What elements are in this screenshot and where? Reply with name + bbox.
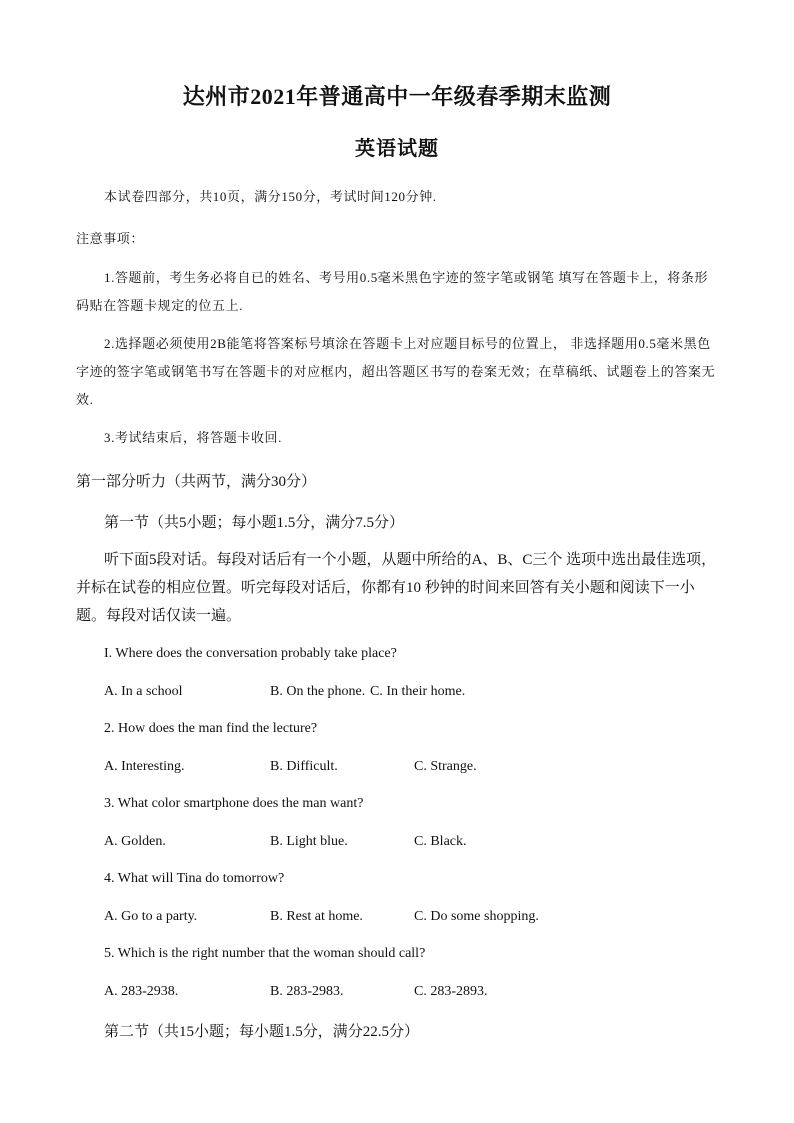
exam-subtitle: 英语试题 [355, 138, 439, 160]
section1-instructions: 听下面5段对话。每段对话后有一个小题，从题中所给的A、B、C三个 选项中选出最佳选项，并标在试卷的相应位置。听完每段对话后，你都有10 秒钟的时间来回答有关小题和阅读下一小题。每段对话仅读一遍。 [76, 552, 717, 624]
question-5-option-c: C. 283-2893. [414, 984, 488, 999]
question-2-option-c: C. Strange. [414, 759, 477, 774]
question-1-stem: I. Where does the conversation probably take place? [104, 646, 397, 661]
notice-item-1: 1.答题前，考生务必将自已的姓名、考号用0.5毫米黑色字迹的签字笔或钢笔 填写在答题卡上，将条形码贴在答题卡规定的位五上. [76, 270, 709, 313]
section2-heading: 第二节（共15小题；每小题1.5分，满分22.5分） [104, 1024, 420, 1040]
question-3-option-b: B. Light blue. [270, 834, 348, 849]
question-1-option-a: A. In a school [104, 684, 183, 699]
question-4-option-b: B. Rest at home. [270, 909, 363, 924]
question-5-option-b: B. 283-2983. [270, 984, 344, 999]
question-3-option-a: A. Golden. [104, 834, 166, 849]
question-2-option-a: A. Interesting. [104, 759, 185, 774]
notice-item-2: 2.选择题必须使用2B能笔将答案标号填涂在答题卡上对应题目标号的位置上， 非选择题用0.5毫米黑色字迹的签字笔或钢笔书写在答题卡的对应框内，超出答题区书写的卷案无效；在草稿纸、试题卷上的答案无效. [76, 336, 716, 407]
question-3-stem: 3. What color smartphone does the man want? [104, 796, 364, 811]
question-5-stem: 5. Which is the right number that the woman should call? [104, 946, 426, 961]
question-3-option-c: C. Black. [414, 834, 467, 849]
question-4-stem: 4. What will Tina do tomorrow? [104, 871, 285, 886]
notice-item-3: 3.考试结束后，将答题卡收回. [104, 430, 283, 445]
exam-intro: 本试卷四部分，共10页，满分150分，考试时间120分钟. [104, 189, 437, 204]
question-1-option-c: C. In their home. [370, 684, 466, 699]
question-2-stem: 2. How does the man find the lecture? [104, 721, 318, 736]
question-1-option-b: B. On the phone. [270, 684, 366, 699]
exam-title: 达州市2021年普通高中一年级春季期末监测 [182, 84, 612, 109]
notice-heading: 注意事项： [76, 231, 145, 246]
question-4-option-a: A. Go to a party. [104, 909, 198, 924]
question-4-option-c: C. Do some shopping. [414, 909, 539, 924]
part1-heading: 第一部分听力（共两节，满分30分） [76, 474, 317, 490]
question-5-option-a: A. 283-2938. [104, 984, 179, 999]
question-2-option-b: B. Difficult. [270, 759, 338, 774]
section1-heading: 第一节（共5小题；每小题1.5分，满分7.5分） [104, 515, 405, 531]
